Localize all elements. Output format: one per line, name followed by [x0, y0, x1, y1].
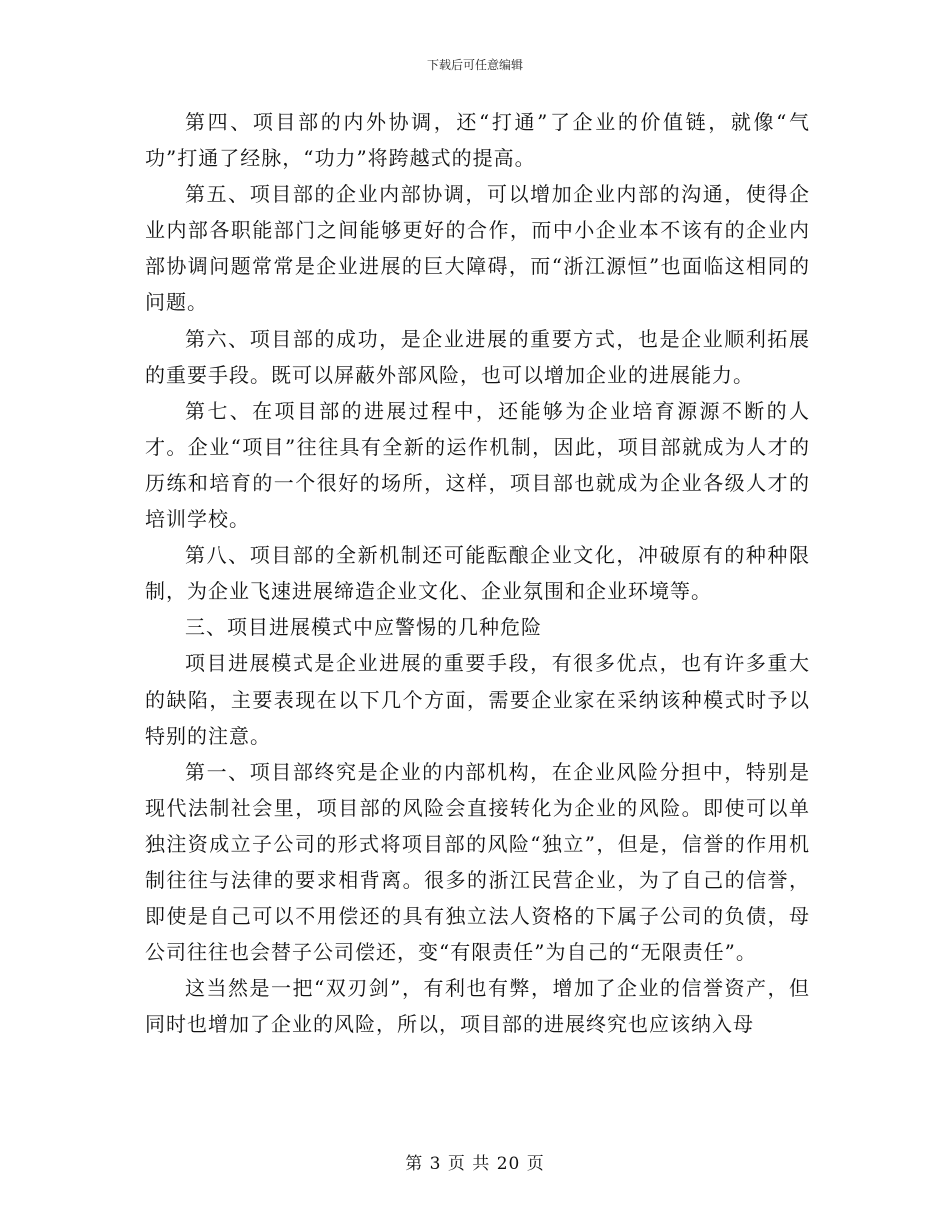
- risk-paragraph-1: 第一、项目部终究是企业的内部机构，在企业风险分担中，特别是现代法制社会里，项目部的风险会直接转化为企业的风险。即使可以单独注资成立子公司的形式将项目部的风险“独立”，但是，信誉的作用机制往往与法律的要求相背离。很多的浙江民营企业，为了自己的信誉，即使是自己可以不用偿还的具有独立法人资格的下属子公司的负债，母公司往往也会替子公司偿还，变“有限责任”为自己的“无限责任”。: [145, 759, 810, 965]
- paragraph-7: 第七、在项目部的进展过程中，还能够为企业培育源源不断的人才。企业“项目”往往具有全新的运作机制，因此，项目部就成为人才的历练和培育的一个很好的场所，这样，项目部也就成为企业各级人才的培训学校。: [145, 398, 810, 532]
- paragraph-8: 第八、项目部的全新机制还可能酝酿企业文化，冲破原有的种种限制，为企业飞速进展缔造企业文化、企业氛围和企业环境等。: [145, 543, 810, 604]
- section-heading: 三、项目进展模式中应警惕的几种危险: [185, 615, 542, 640]
- body-text: [145, 104, 810, 1042]
- header-note: 下载后可任意编辑: [426, 58, 523, 72]
- risk-paragraph-2: 这当然是一把“双刃剑”，有利也有弊，增加了企业的信誉资产，但同时也增加了企业的风险，所以，项目部的进展终究也应该纳入母: [145, 976, 810, 1037]
- section-intro: 项目进展模式是企业进展的重要手段，有很多优点，也有许多重大的缺陷，主要表现在以下几个方面，需要企业家在采纳该种模式时予以特别的注意。: [145, 651, 810, 748]
- paragraph-4: 第四、项目部的内外协调，还“打通”了企业的价值链，就像“气功”打通了经脉，“功力”将跨越式的提高。: [145, 110, 810, 171]
- paragraph-6: 第六、项目部的成功，是企业进展的重要方式，也是企业顺利拓展的重要手段。既可以屏蔽外部风险，也可以增加企业的进展能力。: [145, 326, 810, 387]
- page-number: 第 3 页 共 20 页: [405, 1154, 545, 1174]
- paragraph-5: 第五、项目部的企业内部协调，可以增加企业内部的沟通，使得企业内部各职能部门之间能够更好的合作，而中小企业本不该有的企业内部协调问题常常是企业进展的巨大障碍，而“浙江源恒”也面临这相同的问题。: [145, 182, 810, 315]
